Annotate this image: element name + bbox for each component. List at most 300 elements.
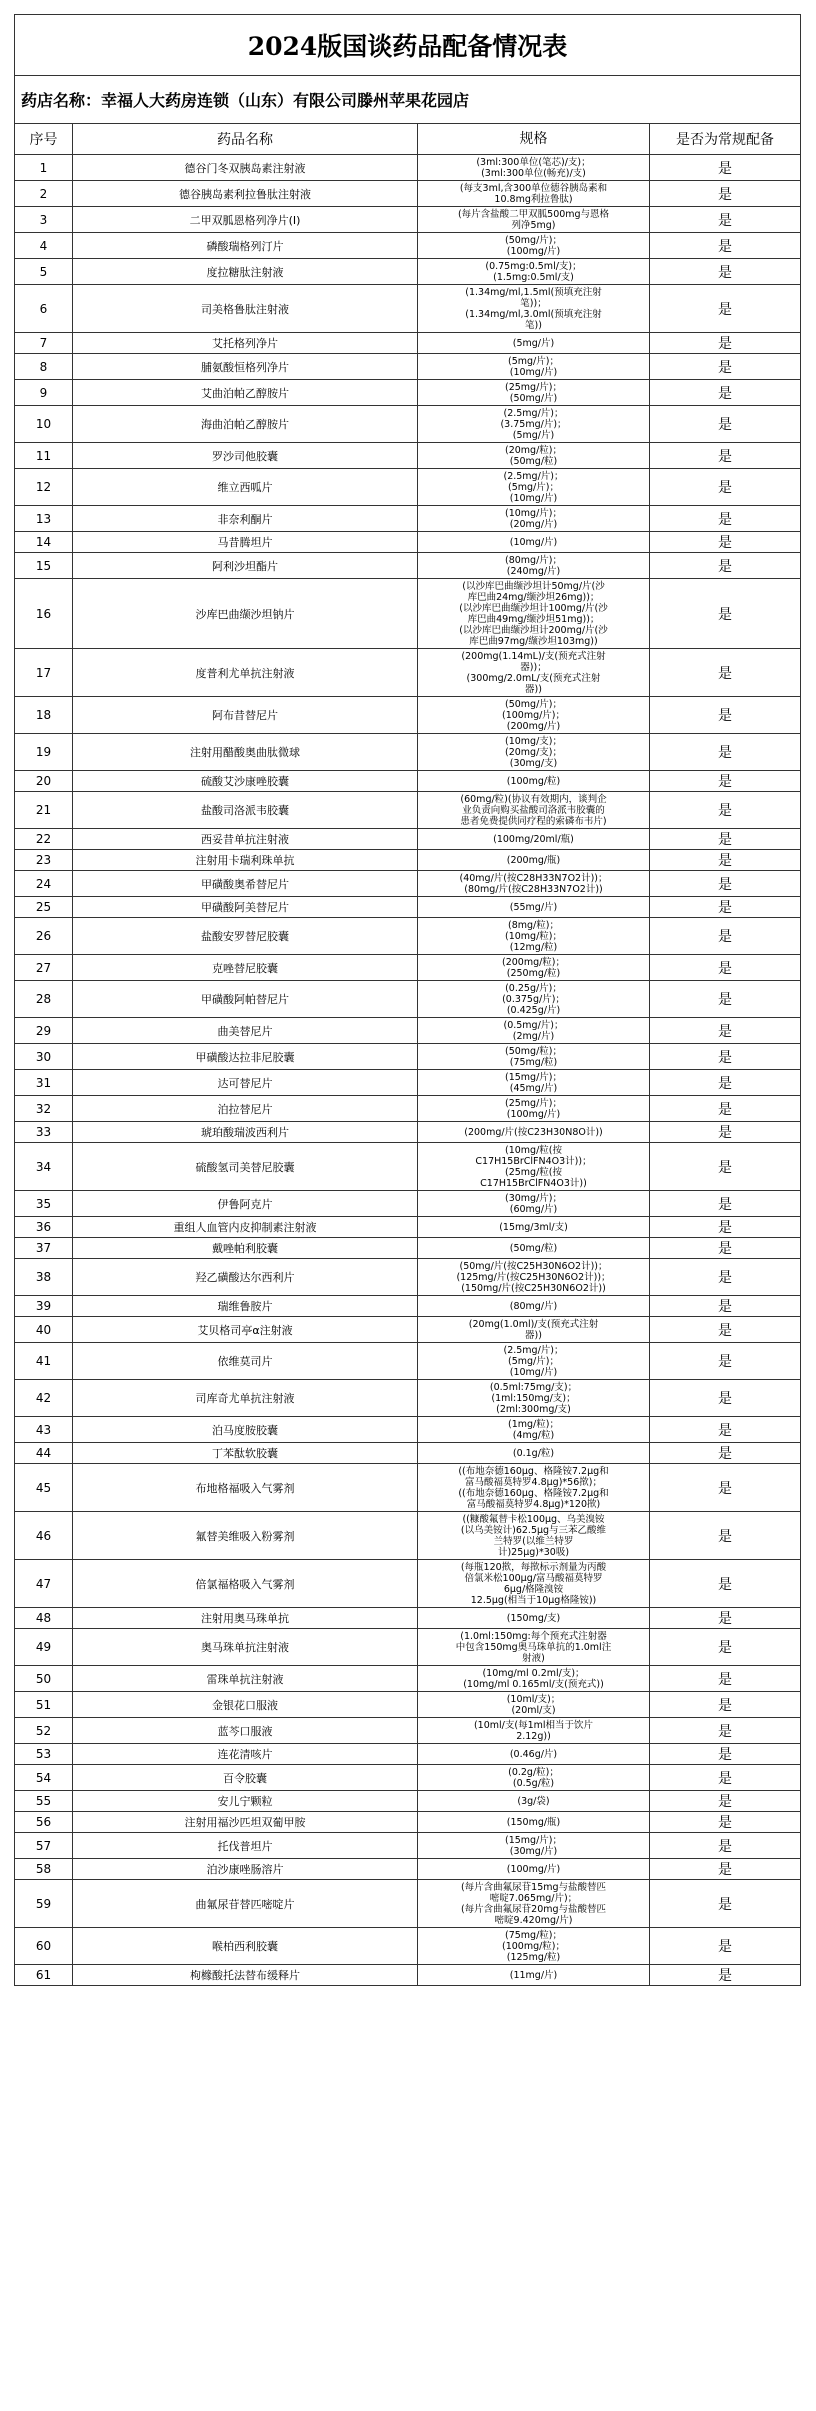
spec-line: (50mg/粒) [509,1242,558,1254]
regular-stock-flag: 是 [650,1044,801,1070]
spec-line: 计)25μg)*30吸) [497,1546,570,1558]
regular-stock-flag: 是 [650,871,801,897]
regular-stock-flag: 是 [650,1859,801,1880]
drug-spec [418,1259,650,1296]
spec-line: 富马酸福莫特罗4.8μg)*56揿)； [465,1476,602,1488]
drug-name: 脯氨酸恒格列净片 [73,354,418,380]
regular-stock-flag: 是 [650,918,801,955]
regular-stock-flag: 是 [650,380,801,406]
regular-stock-flag: 是 [650,1296,801,1317]
spec-line: 笔)) [525,319,542,331]
table-row [15,1666,801,1692]
table-row [15,1833,801,1859]
spec-line: (每瓶120揿，每揿标示剂量为丙酸 [460,1561,607,1573]
drug-name: 甲磺酸奥希替尼片 [73,871,418,897]
spec-line: (0.1g/粒) [512,1447,555,1459]
regular-stock-flag: 是 [650,1317,801,1343]
spec-line: (10mg/片) [509,1366,558,1378]
regular-stock-flag: 是 [650,1259,801,1296]
spec-line: (5mg/片)； [508,355,559,367]
spec-line: 12.5μg(相当于10μg格隆铵)) [470,1594,597,1606]
drug-name: 克唑替尼胶囊 [73,955,418,981]
spec-line: (0.25g/片)； [505,982,562,994]
spec-line: C17H15BrClFN4O3计)) [480,1177,587,1189]
regular-stock-flag: 是 [650,1744,801,1765]
regular-stock-flag: 是 [650,897,801,918]
table-row [15,850,801,871]
spec-line: 业负责向购买盐酸司洛派韦胶囊的 [462,804,605,816]
spec-line: (250mg/粒) [506,967,561,979]
table-row [15,871,801,897]
table-row [15,1512,801,1560]
drug-spec [418,955,650,981]
regular-stock-flag: 是 [650,1238,801,1259]
row-number: 52 [15,1718,73,1744]
spec-line: (10mg/粒(按 [505,1144,562,1156]
drug-name: 布地格福吸入气雾剂 [73,1464,418,1512]
regular-stock-flag: 是 [650,1833,801,1859]
row-number: 55 [15,1791,73,1812]
table-row [15,553,801,579]
spec-line: (50mg/片)； [505,698,562,710]
drug-name: 托伐普坦片 [73,1833,418,1859]
drug-name: 德谷胰岛素利拉鲁肽注射液 [73,181,418,207]
regular-stock-flag: 是 [650,955,801,981]
regular-stock-flag: 是 [650,771,801,792]
row-number: 45 [15,1464,73,1512]
table-row [15,333,801,354]
drug-spec [418,1629,650,1666]
store-label: 药店名称： [21,91,102,110]
table-row [15,1744,801,1765]
drug-name: 司美格鲁肽注射液 [73,285,418,333]
spec-line: 中包含150mg奥马珠单抗的1.0ml注 [455,1641,612,1653]
row-number: 10 [15,406,73,443]
drug-spec [418,1833,650,1859]
table-row [15,649,801,697]
drug-name: 氟替美维吸入粉雾剂 [73,1512,418,1560]
table-row [15,1191,801,1217]
drug-spec [418,850,650,871]
table-row [15,829,801,850]
row-number: 22 [15,829,73,850]
row-number: 42 [15,1380,73,1417]
drug-spec [418,285,650,333]
table-row [15,1122,801,1143]
regular-stock-flag: 是 [650,1560,801,1608]
row-number: 7 [15,333,73,354]
spec-line: (100mg/片) [506,1108,561,1120]
row-number: 17 [15,649,73,697]
row-number: 3 [15,207,73,233]
row-number: 6 [15,285,73,333]
row-number: 39 [15,1296,73,1317]
drug-name: 甲磺酸阿帕替尼片 [73,981,418,1018]
drug-spec [418,532,650,553]
spec-line: 库巴曲97mg/缬沙坦103mg)) [469,635,598,647]
row-number: 49 [15,1629,73,1666]
spec-line: (10mg/片) [509,492,558,504]
table-row [15,1765,801,1791]
drug-availability-sheet [14,14,800,1986]
drug-spec [418,1018,650,1044]
drug-name: 泊沙康唑肠溶片 [73,1859,418,1880]
drug-spec [418,181,650,207]
table-row [15,1096,801,1122]
drug-spec [418,1560,650,1608]
spec-line: (0.5ml:75mg/支)； [489,1381,578,1393]
row-number: 14 [15,532,73,553]
spec-line: ((布地奈德160μg、格隆铵7.2μg和 [458,1465,609,1477]
drug-spec [418,1343,650,1380]
drug-spec [418,406,650,443]
row-number: 44 [15,1443,73,1464]
row-number: 32 [15,1096,73,1122]
row-number: 43 [15,1417,73,1443]
row-number: 28 [15,981,73,1018]
table-row [15,1880,801,1928]
table-row [15,1859,801,1880]
regular-stock-flag: 是 [650,1791,801,1812]
drug-spec [418,1928,650,1965]
regular-stock-flag: 是 [650,469,801,506]
drug-table [14,14,801,1986]
table-row [15,955,801,981]
spec-line: (15mg/片)； [505,1834,562,1846]
row-number: 37 [15,1238,73,1259]
spec-line: (200mg/粒)； [501,956,566,968]
drug-name: 雷珠单抗注射液 [73,1666,418,1692]
regular-stock-flag: 是 [650,259,801,285]
row-number: 2 [15,181,73,207]
spec-line: (10mg/粒)； [505,930,562,942]
drug-name: 德谷门冬双胰岛素注射液 [73,155,418,181]
spec-line: (55mg/片) [509,901,558,913]
table-row [15,1812,801,1833]
spec-line: (25mg/片)； [505,1097,562,1109]
drug-spec [418,333,650,354]
spec-line: (75mg/粒)； [505,1929,562,1941]
row-number: 8 [15,354,73,380]
table-row [15,1629,801,1666]
row-number: 50 [15,1666,73,1692]
row-number: 46 [15,1512,73,1560]
row-number: 12 [15,469,73,506]
row-number: 1 [15,155,73,181]
table-row [15,1464,801,1512]
table-row [15,181,801,207]
drug-name: 艾托格列净片 [73,333,418,354]
drug-name: 奥马珠单抗注射液 [73,1629,418,1666]
spec-line: (0.5g/粒) [512,1777,555,1789]
table-row [15,285,801,333]
table-row [15,697,801,734]
spec-line: (2.5mg/片)； [503,470,564,482]
row-number: 27 [15,955,73,981]
spec-line: 倍氯米松100μg/富马酸福莫特罗 [464,1572,603,1584]
spec-line: (0.75mg:0.5ml/支)； [485,260,582,272]
spec-line: 患者免费提供同疗程的索磷布韦片) [460,815,607,827]
spec-line: (每片含曲氟尿苷20mg与盐酸替匹 [460,1903,607,1915]
spec-line: (125mg/粒) [506,1951,561,1963]
drug-name: 甲磺酸达拉非尼胶囊 [73,1044,418,1070]
drug-name: 注射用奥马珠单抗 [73,1608,418,1629]
drug-spec [418,1744,650,1765]
spec-line: (20mg/支)； [505,746,562,758]
drug-spec [418,233,650,259]
regular-stock-flag: 是 [650,506,801,532]
row-number: 47 [15,1560,73,1608]
drug-spec [418,649,650,697]
drug-spec [418,207,650,233]
regular-stock-flag: 是 [650,1718,801,1744]
table-row [15,1417,801,1443]
regular-stock-flag: 是 [650,181,801,207]
spec-line: (300mg/2.0mL/支(预充式注射 [466,672,601,684]
spec-line: 器)) [525,1329,542,1341]
store-info [15,76,801,124]
spec-line: (50mg/片(按C25H30N6O2计))； [459,1260,608,1272]
spec-line: (20ml/支) [511,1704,556,1716]
regular-stock-flag: 是 [650,579,801,649]
table-row [15,233,801,259]
row-number: 40 [15,1317,73,1343]
regular-stock-flag: 是 [650,1096,801,1122]
drug-spec [418,506,650,532]
row-number: 38 [15,1259,73,1296]
drug-spec [418,1718,650,1744]
spec-line: (2.5mg/片)； [503,1344,564,1356]
row-number: 19 [15,734,73,771]
drug-spec [418,1417,650,1443]
drug-name: 阿利沙坦酯片 [73,553,418,579]
spec-line: (200mg/瓶) [506,854,561,866]
drug-spec [418,734,650,771]
regular-stock-flag: 是 [650,1512,801,1560]
spec-line: (100mg/片) [506,245,561,257]
row-number: 51 [15,1692,73,1718]
drug-spec [418,1096,650,1122]
spec-line: (25mg/粒(按 [505,1166,562,1178]
spec-line: (4mg/粒) [512,1429,555,1441]
regular-stock-flag: 是 [650,1443,801,1464]
drug-name: 羟乙磺酸达尔西利片 [73,1259,418,1296]
spec-line: (以沙库巴曲缬沙坦计100mg/片(沙 [459,602,608,614]
spec-line: 富马酸福莫特罗4.8μg)*120揿) [466,1498,601,1510]
drug-name: 盐酸司洛派韦胶囊 [73,792,418,829]
table-row [15,792,801,829]
drug-spec [418,443,650,469]
table-row [15,469,801,506]
drug-spec [418,1512,650,1560]
row-number: 58 [15,1859,73,1880]
spec-line: (100mg/粒)； [501,1940,566,1952]
table-row [15,1018,801,1044]
drug-name: 硫酸氢司美替尼胶囊 [73,1143,418,1191]
regular-stock-flag: 是 [650,233,801,259]
regular-stock-flag: 是 [650,1666,801,1692]
drug-name: 艾贝格司亭α注射液 [73,1317,418,1343]
regular-stock-flag: 是 [650,1928,801,1965]
drug-name: 丁苯酞软胶囊 [73,1443,418,1464]
drug-spec [418,553,650,579]
drug-name: 泊拉替尼片 [73,1096,418,1122]
table-row [15,380,801,406]
spec-line: (30mg/片)； [505,1192,562,1204]
drug-name: 艾曲泊帕乙醇胺片 [73,380,418,406]
drug-spec [418,1464,650,1512]
regular-stock-flag: 是 [650,829,801,850]
row-number: 53 [15,1744,73,1765]
regular-stock-flag: 是 [650,333,801,354]
row-number: 26 [15,918,73,955]
row-number: 21 [15,792,73,829]
regular-stock-flag: 是 [650,1880,801,1928]
drug-name: 瑞维鲁胺片 [73,1296,418,1317]
spec-line: (200mg/片(按C23H30N8O计)) [464,1126,603,1138]
drug-spec [418,1812,650,1833]
row-number: 13 [15,506,73,532]
spec-line: (50mg/粒) [509,455,558,467]
spec-line: 射液) [522,1652,545,1664]
spec-line: (50mg/粒)； [505,1045,562,1057]
regular-stock-flag: 是 [650,1018,801,1044]
table-row [15,897,801,918]
regular-stock-flag: 是 [650,981,801,1018]
table-header-row [15,124,801,155]
row-number: 59 [15,1880,73,1928]
spec-line: 10.8mg利拉鲁肽) [494,193,573,205]
drug-spec [418,1965,650,1986]
spec-line: (10mg/ml 0.165ml/支(预充式)) [463,1678,604,1690]
drug-spec [418,1859,650,1880]
spec-line: 兰特罗(以维兰特罗 [493,1535,574,1547]
table-row [15,155,801,181]
row-number: 33 [15,1122,73,1143]
drug-spec [418,1692,650,1718]
spec-line: (10mg/片)； [505,507,562,519]
drug-name: 戴唑帕利胶囊 [73,1238,418,1259]
regular-stock-flag: 是 [650,792,801,829]
spec-line: (25mg/片)； [505,381,562,393]
row-number: 23 [15,850,73,871]
drug-name: 依维莫司片 [73,1343,418,1380]
drug-spec [418,1443,650,1464]
drug-name: 非奈利酮片 [73,506,418,532]
drug-spec [418,1238,650,1259]
drug-spec [418,1217,650,1238]
spec-line: (100mg/粒) [506,775,561,787]
spec-line: (0.425g/片) [506,1004,561,1016]
row-number: 11 [15,443,73,469]
drug-spec [418,354,650,380]
drug-name: 曲美替尼片 [73,1018,418,1044]
header-name: 药品名称 [73,124,418,155]
drug-name: 海曲泊帕乙醇胺片 [73,406,418,443]
row-number: 57 [15,1833,73,1859]
regular-stock-flag: 是 [650,1765,801,1791]
spec-line: (10mg/ml 0.2ml/支)； [482,1667,585,1679]
regular-stock-flag: 是 [650,285,801,333]
drug-spec [418,1143,650,1191]
drug-name: 硫酸艾沙康唑胶囊 [73,771,418,792]
spec-line: (15mg/片)； [505,1071,562,1083]
regular-stock-flag: 是 [650,1417,801,1443]
regular-stock-flag: 是 [650,532,801,553]
spec-line: (150mg/片(按C25H30N6O2计)) [461,1282,606,1294]
drug-spec [418,697,650,734]
spec-line: 库巴曲24mg/缬沙坦26mg))； [467,591,600,603]
regular-stock-flag: 是 [650,649,801,697]
spec-line: (0.2g/粒)； [508,1766,559,1778]
drug-spec [418,155,650,181]
regular-stock-flag: 是 [650,354,801,380]
table-row [15,354,801,380]
table-row [15,1560,801,1608]
spec-line: 6μg/格隆溴铵 [503,1583,564,1595]
regular-stock-flag: 是 [650,207,801,233]
spec-line: 库巴曲49mg/缬沙坦51mg))； [467,613,600,625]
drug-name: 泊马度胺胶囊 [73,1417,418,1443]
spec-line: (40mg/片(按C28H33N7O2计))； [459,872,608,884]
regular-stock-flag: 是 [650,443,801,469]
row-number: 24 [15,871,73,897]
row-number: 41 [15,1343,73,1380]
drug-name: 度拉糖肽注射液 [73,259,418,285]
regular-stock-flag: 是 [650,1343,801,1380]
row-number: 60 [15,1928,73,1965]
table-row [15,1608,801,1629]
table-row [15,1238,801,1259]
drug-spec [418,897,650,918]
spec-line: (10mg/片) [509,536,558,548]
spec-line: (80mg/片)； [505,554,562,566]
table-row [15,1718,801,1744]
drug-name: 维立西呱片 [73,469,418,506]
spec-line: (每片含曲氟尿苷15mg与盐酸替匹 [460,1881,607,1893]
spec-line: (2mg/片) [512,1030,555,1042]
spec-line: (30mg/支) [509,757,558,769]
row-number: 9 [15,380,73,406]
drug-spec [418,1191,650,1217]
spec-line: (45mg/片) [509,1082,558,1094]
drug-name: 枸橼酸托法替布缓释片 [73,1965,418,1986]
table-row [15,532,801,553]
row-number: 25 [15,897,73,918]
spec-line: (1.5mg:0.5ml/支) [493,271,574,283]
drug-spec [418,1765,650,1791]
table-row [15,579,801,649]
drug-name: 蓝芩口服液 [73,1718,418,1744]
spec-line: (每支3ml,含300单位德谷胰岛素和 [459,182,608,194]
regular-stock-flag: 是 [650,1965,801,1986]
spec-line: (10mg/支)； [505,735,562,747]
drug-spec [418,1608,650,1629]
spec-line: (60mg/片) [509,1203,558,1215]
spec-line: (10ml/支(每1ml相当于饮片 [473,1719,594,1731]
row-number: 35 [15,1191,73,1217]
spec-line: (5mg/片) [512,429,555,441]
drug-spec [418,771,650,792]
drug-spec [418,871,650,897]
header-flag: 是否为常规配备 [650,124,801,155]
table-row [15,1343,801,1380]
drug-spec [418,1880,650,1928]
drug-name: 连花清咳片 [73,1744,418,1765]
drug-spec [418,918,650,955]
spec-line: (1.34mg/ml,3.0ml(预填充注射 [465,308,602,320]
spec-line: (12mg/粒) [509,941,558,953]
